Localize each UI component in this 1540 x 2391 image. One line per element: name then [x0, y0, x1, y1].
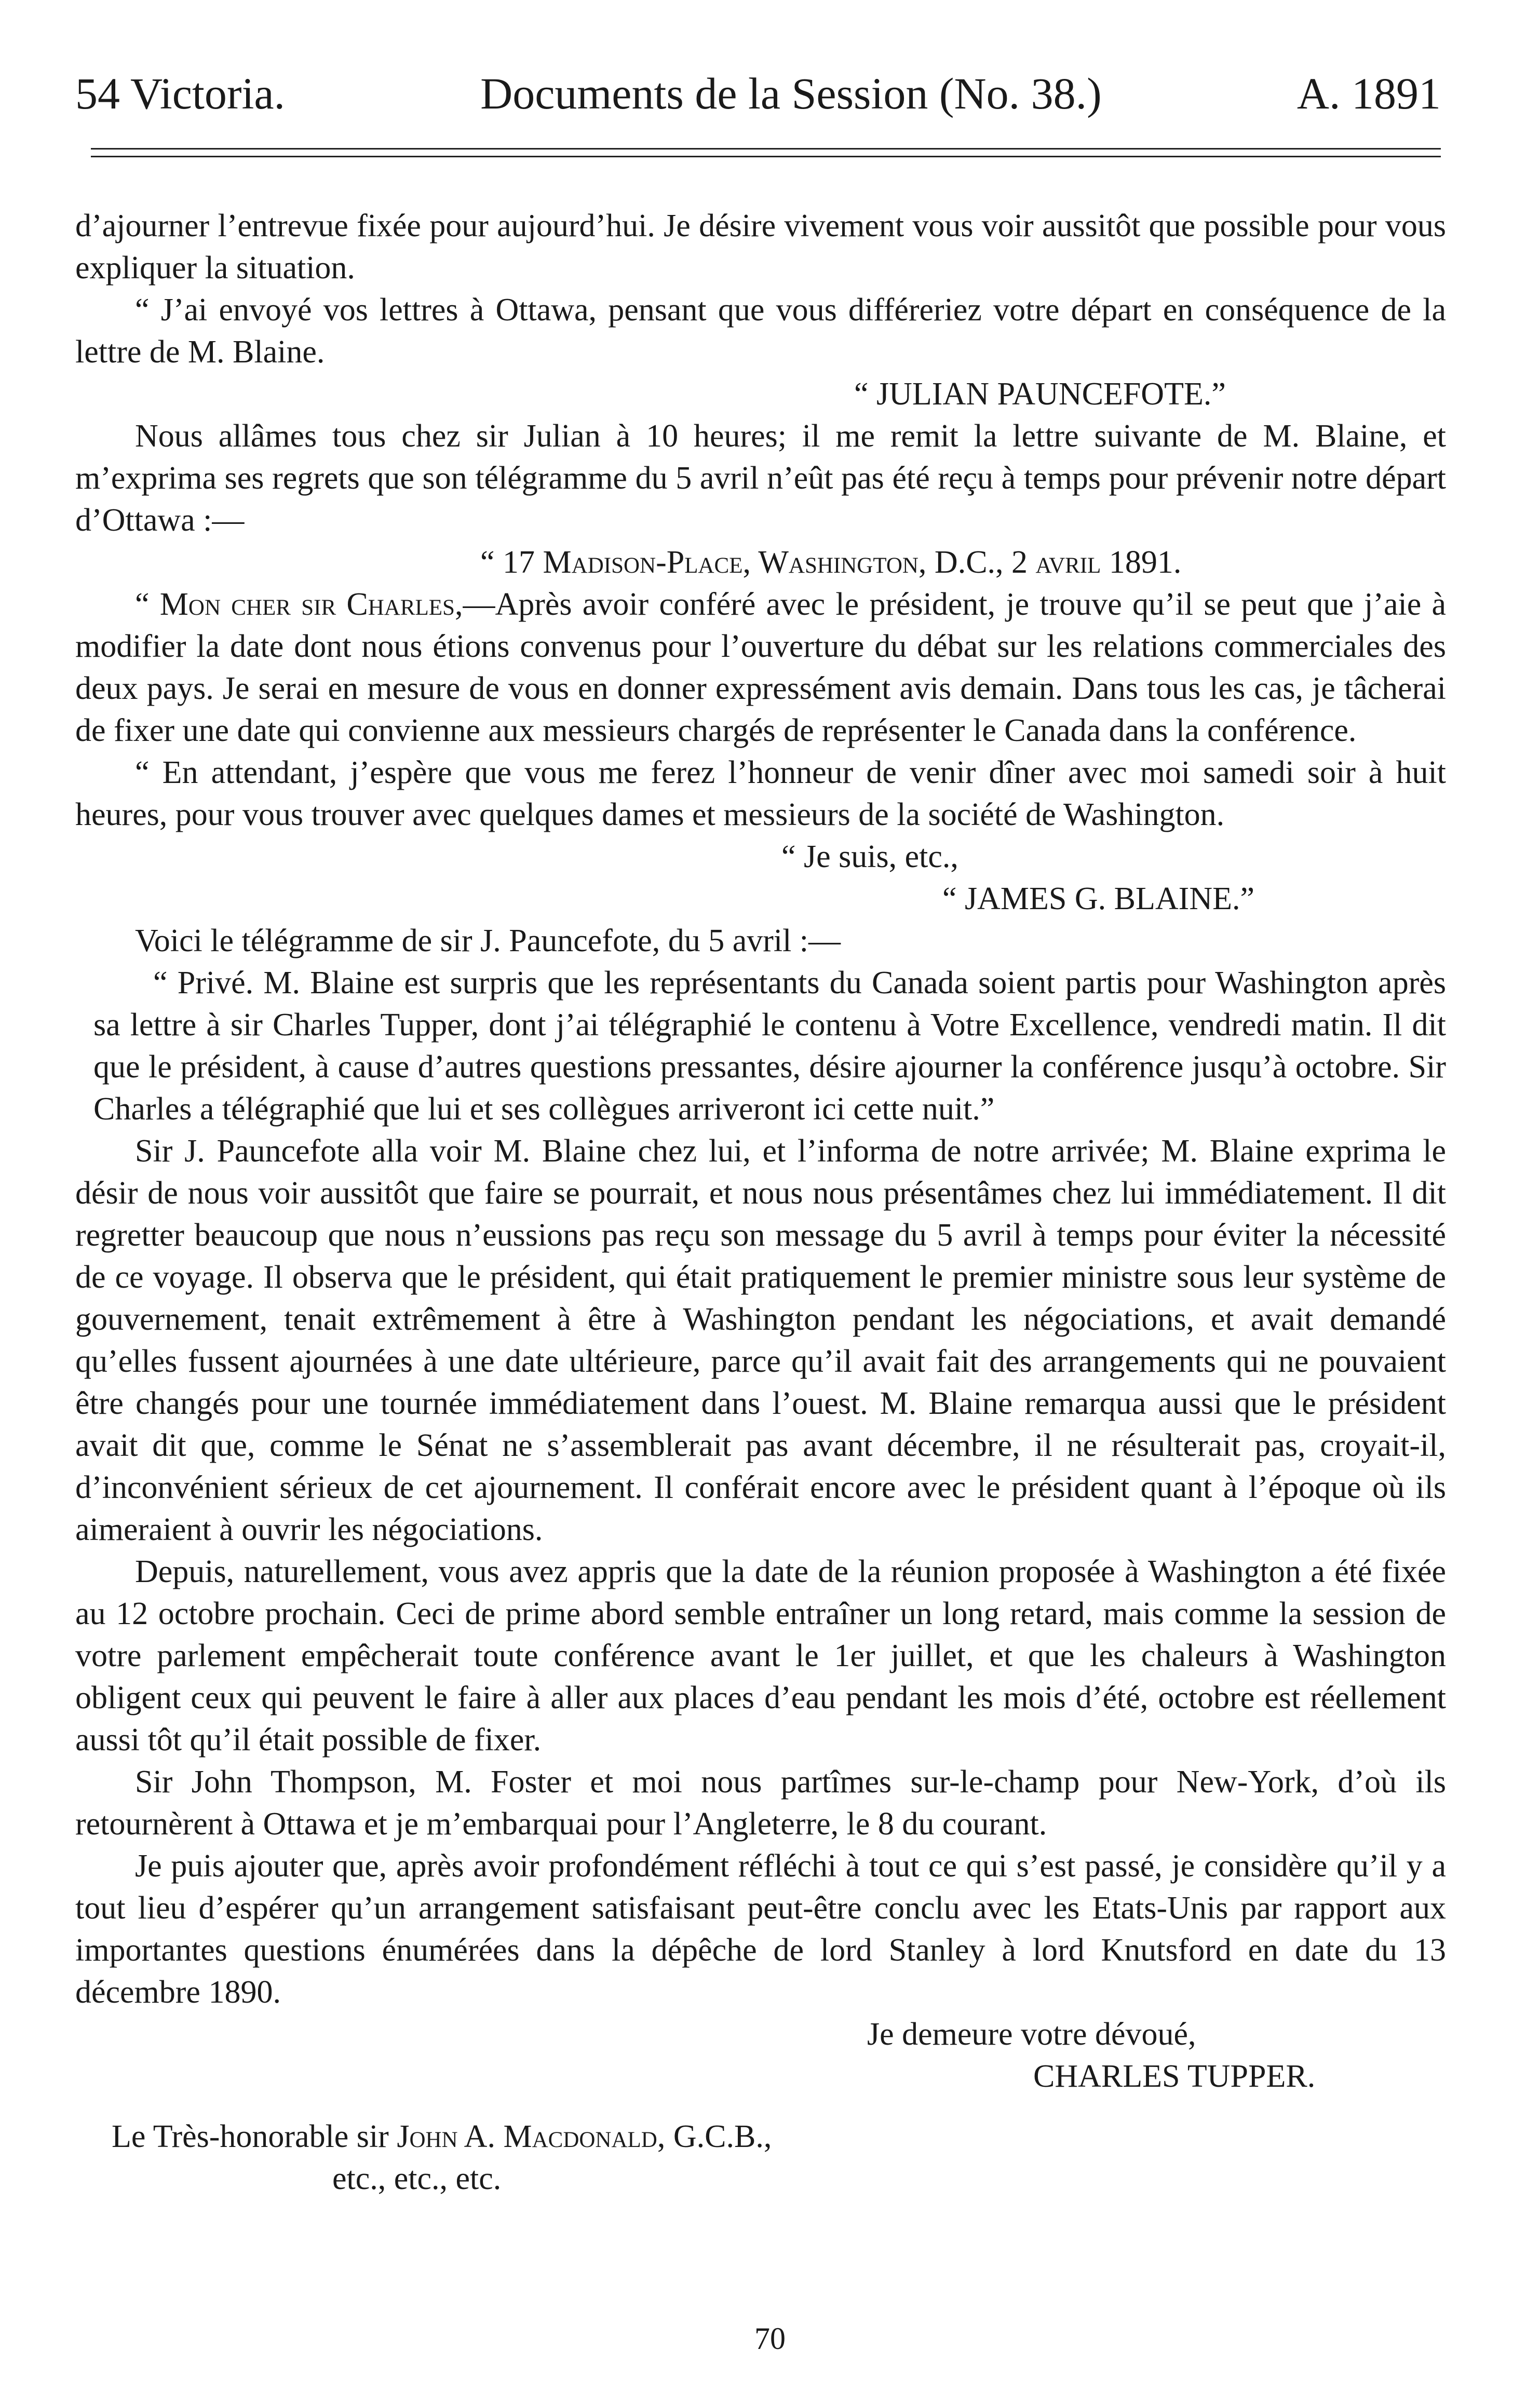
telegram-text: “ Privé. M. Blaine est surpris que les représentants du Canada soient partis pour Washington après sa lettre à sir Charles Tupper, dont j’ai télégraphié le contenu à Votre Excellence, vendredi matin. Il dit que le président, à cause d’autres questions pressantes, désire ajourner la conférence jusqu’à octobre. Sir Charles a télégraphié que lui et ses collègues arriveront ici cette nuit.”: [93, 965, 1446, 1127]
signature-blaine: “ JAMES G. BLAINE.”: [942, 881, 1254, 916]
paragraph: Nous allâmes tous chez sir Julian à 10 heures; il me remit la lettre suivante de M. Blaine, et m’exprima ses regrets que son télégramme du 5 avril n’eût pas été reçu à temps pour prévenir notre départ d’Ottawa :—: [75, 418, 1446, 538]
paragraph: Voici le télégramme de sir J. Pauncefote, du 5 avril :—: [135, 923, 841, 958]
header-center: Documents de la Session (No. 38.): [480, 69, 1102, 118]
valediction: Je demeure votre dévoué,: [867, 2017, 1196, 2052]
body-text: [75, 205, 1446, 2200]
letter-dateline: “ 17 Madison-Place, Washington, D.C., 2 avril 1891.: [480, 545, 1182, 580]
paragraph: —Après avoir conféré avec le président, je trouve qu’il se peut que j’aie à modifier la date dont nous étions convenus pour l’ouverture du débat sur les relations commerciales des deux pays. Je serai en mesure de vous en donner expressément avis demain. Dans tous les cas, je tâcherai de fixer une date qui convienne aux messieurs chargés de représenter le Canada dans la conférence.: [75, 587, 1446, 748]
paragraph: “ J’ai envoyé vos lettres à Ottawa, pensant que vous différeriez votre départ en conséquence de la lettre de M. Blaine.: [75, 292, 1446, 370]
letter-opening: [75, 584, 1446, 752]
paragraph: Sir John Thompson, M. Foster et moi nous partîmes sur-le-champ pour New-York, d’où ils retournèrent à Ottawa et je m’embarquai pour l’Angleterre, le 8 du courant.: [75, 1764, 1446, 1842]
header-left: 54 Victoria.: [75, 69, 286, 118]
header-rule-bottom: [91, 156, 1441, 157]
addressee-etc: etc., etc., etc.: [332, 2161, 502, 2196]
paragraph: Sir J. Pauncefote alla voir M. Blaine chez lui, et l’informa de notre arrivée; M. Blaine exprima le désir de nous voir aussitôt que faire se pourrait, et nous nous présentâmes chez lui immédiatement. Il dit regretter beaucoup que nous n’eussions pas reçu son message du 5 avril à temps pour éviter la nécessité de ce voyage. Il observa que le président, qui était pratiquement le premier ministre sous leur système de gouvernement, tenait extrêmement à être à Washington pendant les négociations, et avait demandé qu’elles fussent ajournées à une date ultérieure, parce qu’il avait fait des arrangements qui ne pouvaient être changés pour une tournée immédiatement dans l’ouest. M. Blaine remarqua aussi que le président avait dit que, comme le Sénat ne s’assemblerait pas avant décembre, il ne résulterait pas, croyait-il, d’inconvénient sérieux de cet ajournement. Il conférait encore avec le président quant à l’époque où ils aimeraient à ouvrir les négociations.: [75, 1133, 1446, 1547]
paragraph: d’ajourner l’entrevue fixée pour aujourd’hui. Je désire vivement vous voir aussitôt que possible pour vous expliquer la situation.: [75, 208, 1446, 286]
paragraph: Depuis, naturellement, vous avez appris que la date de la réunion proposée à Washington a été fixée au 12 octobre prochain. Ceci de prime abord semble entraîner un long retard, mais comme la session de votre parlement empêcherait toute conférence avant le 1er juillet, et que les chaleurs à Washington obligent ceux qui peuvent le faire à aller aux places d’eau pendant les mois d’été, octobre est réellement aussi tôt qu’il était possible de fixer.: [75, 1554, 1446, 1758]
letter-salutation: “ Mon cher sir Charles,: [135, 587, 463, 622]
paragraph: Je puis ajouter que, après avoir profondément réfléchi à tout ce qui s’est passé, je considère qu’il y a tout lieu d’espérer qu’un arrangement satisfaisant peut-être conclu avec les Etats-Unis par rapport aux importantes questions énumérées dans la dépêche de lord Stanley à lord Knutsford en date du 13 décembre 1890.: [75, 1848, 1446, 2010]
signature-pauncefote: “ JULIAN PAUNCEFOTE.”: [854, 376, 1226, 412]
addressee-suffix: , G.C.B.,: [657, 2119, 772, 2154]
header-rule-top: [91, 148, 1441, 150]
addressee-prefix: Le Très-honorable sir: [112, 2119, 397, 2154]
letter-closing: “ Je suis, etc.,: [781, 839, 958, 874]
addressee: [75, 2116, 1446, 2158]
addressee-name: John A. Macdonald: [397, 2119, 657, 2154]
signature-tupper: CHARLES TUPPER.: [1033, 2059, 1316, 2094]
header-right: A. 1891: [1296, 69, 1441, 118]
document-page: [75, 0, 1456, 2391]
paragraph: “ En attendant, j’espère que vous me ferez l’honneur de venir dîner avec moi samedi soir à huit heures, pour vous trouver avec quelques dames et messieurs de la société de Washington.: [75, 755, 1446, 832]
running-header: [75, 67, 1441, 119]
page-number: 70: [754, 2321, 786, 2356]
